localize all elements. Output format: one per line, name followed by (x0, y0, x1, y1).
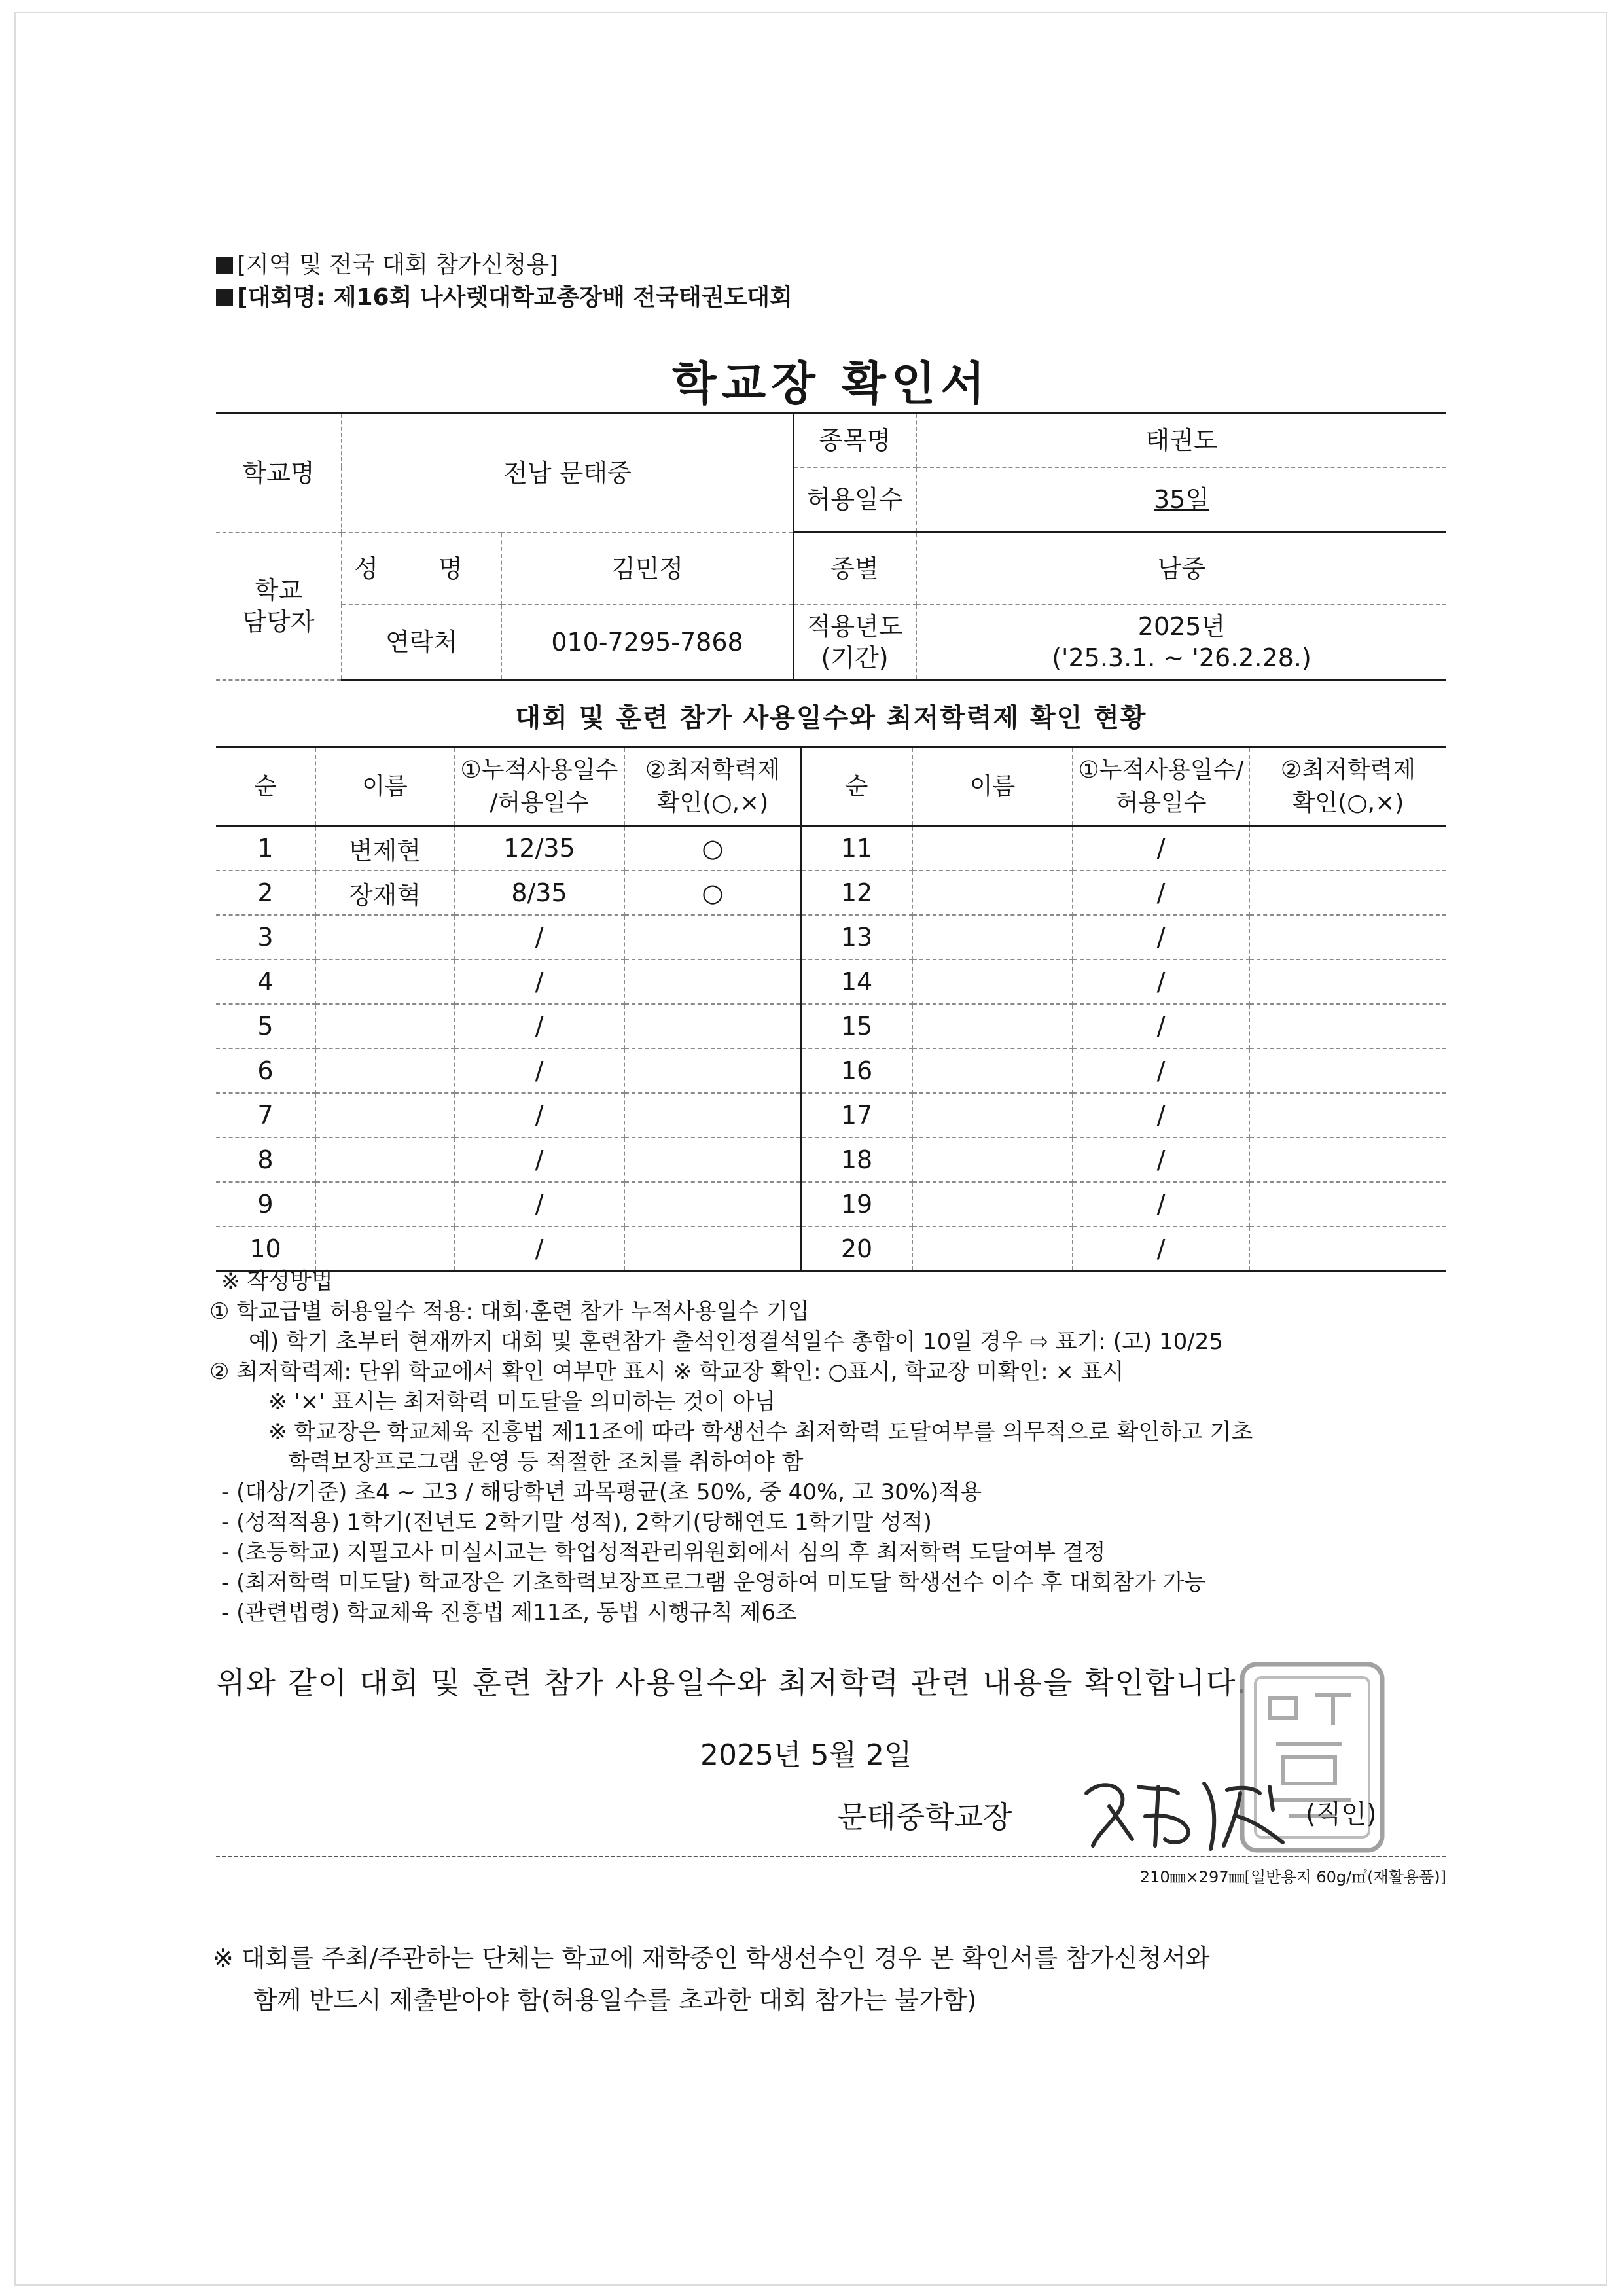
row-no: 3 (216, 915, 315, 960)
row-days: / (454, 1004, 624, 1049)
table-row (216, 1182, 1446, 1227)
allowed-days-value: 35일 (1153, 485, 1210, 514)
row-name (912, 1004, 1073, 1049)
note-item: ② 최저학력제: 단위 학교에서 확인 여부만 표시 ※ 학교장 확인: ○표시, 학교장 미확인: × 표시 (209, 1359, 1124, 1385)
principal-signature (1073, 1767, 1296, 1859)
row-days: / (1073, 1138, 1249, 1182)
note-item: ※ 학교장은 학교체육 진흥법 제11조에 따라 학생선수 최저학력 도달여부를 의무적으로 확인하고 기초 (268, 1419, 1253, 1445)
row-days: / (1073, 915, 1249, 960)
table-row (216, 1004, 1446, 1049)
row-no: 5 (216, 1004, 315, 1049)
note-item: - (성적적용) 1학기(전년도 2학기말 성적), 2학기(당해연도 1학기말 성적) (221, 1509, 932, 1535)
row-check (1249, 826, 1446, 870)
row-check (624, 1227, 801, 1272)
year-label-line2: (기간) (821, 643, 889, 672)
note-item: - (대상/기준) 초4 ~ 고3 / 해당학년 과목평균(초 50%, 중 40%, 고 30%)적용 (221, 1479, 982, 1505)
row-name (315, 1138, 454, 1182)
row-no: 7 (216, 1093, 315, 1138)
row-no: 12 (801, 870, 912, 915)
row-name: 장재혁 (315, 870, 454, 915)
header-name: 이름 (315, 747, 454, 827)
row-days: / (1073, 1227, 1249, 1272)
header-min-academic-right (1249, 747, 1446, 827)
row-days: / (454, 960, 624, 1004)
header-competition-line (216, 281, 1446, 314)
header-usage-text: [지역 및 전국 대회 참가신청용] (237, 251, 559, 278)
year-label (793, 605, 916, 680)
row-days: 12/35 (454, 826, 624, 870)
header-name-right: 이름 (912, 747, 1073, 827)
category-label: 종별 (793, 533, 916, 605)
official-seal-label: (직인) (1306, 1799, 1377, 1829)
row-days: / (1073, 1049, 1249, 1093)
name-value: 김민정 (501, 533, 793, 605)
year-value: 2025년 (1137, 611, 1226, 641)
row-name (912, 1182, 1073, 1227)
note-item: 학력보장프로그램 운영 등 적절한 조치를 취하여야 함 (288, 1449, 804, 1475)
square-bullet-icon (216, 289, 233, 306)
document-header (216, 249, 1446, 314)
table-row (216, 915, 1446, 960)
row-days: / (454, 1093, 624, 1138)
school-name-label: 학교명 (216, 414, 342, 533)
row-days: / (1073, 1093, 1249, 1138)
table-row (216, 1049, 1446, 1093)
note-item: - (최저학력 미도달) 학교장은 기초학력보장프로그램 운영하여 미도달 학생선수 이수 후 대회참가 가능 (221, 1570, 1206, 1596)
row-check (624, 1004, 801, 1049)
row-name (912, 1138, 1073, 1182)
row-name (912, 960, 1073, 1004)
row-name (315, 1182, 454, 1227)
name-label (342, 533, 501, 605)
row-no: 2 (216, 870, 315, 915)
header-no: 순 (216, 747, 315, 827)
row-days: / (454, 915, 624, 960)
row-check (1249, 1182, 1446, 1227)
row-check (624, 1049, 801, 1093)
event-value: 태권도 (916, 414, 1446, 467)
table-row (216, 1138, 1446, 1182)
row-name (912, 1227, 1073, 1272)
row-no: 18 (801, 1138, 912, 1182)
table-row (216, 1227, 1446, 1272)
issue-date: 2025년 5월 2일 (700, 1738, 912, 1772)
row-check (1249, 1138, 1446, 1182)
row-no: 9 (216, 1182, 315, 1227)
row-days: / (1073, 870, 1249, 915)
header-cumulative-line1: ①누적사용일수 (460, 757, 618, 783)
row-name (912, 826, 1073, 870)
note-item: 예) 학기 초부터 현재까지 대회 및 훈련참가 출석인정결석일수 총합이 10일 경우 ⇨ 표기: (고) 10/25 (249, 1329, 1223, 1355)
row-no: 13 (801, 915, 912, 960)
row-name (315, 1049, 454, 1093)
row-check (1249, 1227, 1446, 1272)
row-name (315, 1227, 454, 1272)
header-no-right: 순 (801, 747, 912, 827)
paper-size-note: 210㎜×297㎜[일반용지 60g/㎡(재활용품)] (1139, 1868, 1446, 1886)
section-title: 대회 및 훈련 참가 사용일수와 최저학력제 확인 현황 (515, 703, 1147, 733)
header-cumulative (454, 747, 624, 827)
contact-label: 연락처 (342, 605, 501, 680)
submission-notice (213, 1937, 1456, 2021)
header-min-academic (624, 747, 801, 827)
row-no: 17 (801, 1093, 912, 1138)
row-name (912, 1049, 1073, 1093)
row-name (912, 870, 1073, 915)
row-no: 8 (216, 1138, 315, 1182)
row-no: 20 (801, 1227, 912, 1272)
row-name (315, 1093, 454, 1138)
manager-label-line2: 담당자 (242, 607, 315, 636)
writing-instructions (209, 1266, 1453, 1628)
row-check (624, 915, 801, 960)
row-no: 1 (216, 826, 315, 870)
name-label-text: 성 명 (354, 554, 489, 583)
header-min-academic-line1: ②최저학력제 (645, 757, 781, 783)
row-check (624, 1138, 801, 1182)
confirmation-statement: 위와 같이 대회 및 훈련 참가 사용일수와 최저학력 관련 내용을 확인합니다. (216, 1665, 1247, 1700)
row-check (1249, 1004, 1446, 1049)
row-check (624, 1182, 801, 1227)
row-no: 16 (801, 1049, 912, 1093)
category-value: 남중 (916, 533, 1446, 605)
header-competition-text: [대회명: 제16회 나사렛대학교총장배 전국태권도대회 (237, 284, 793, 311)
header-cumulative-line2: /허용일수 (490, 789, 589, 816)
allowed-days-label: 허용일수 (793, 467, 916, 533)
notice-line-2: 함께 반드시 제출받아야 함(허용일수를 초과한 대회 참가는 불가함) (253, 1986, 977, 2015)
document-body (209, 249, 1446, 2015)
row-check: ○ (624, 870, 801, 915)
notes-heading: ※ 작성방법 (221, 1268, 333, 1295)
row-no: 19 (801, 1182, 912, 1227)
table-row (216, 826, 1446, 870)
row-check: ○ (624, 826, 801, 870)
square-bullet-icon (216, 257, 233, 274)
row-check (624, 960, 801, 1004)
row-check (1249, 915, 1446, 960)
table-row (216, 870, 1446, 915)
table-row (216, 960, 1446, 1004)
header-min-academic-line2: 확인(○,×) (656, 789, 769, 816)
row-days: / (454, 1182, 624, 1227)
row-name (315, 960, 454, 1004)
manager-label-line1: 학교 (254, 576, 303, 605)
row-no: 6 (216, 1049, 315, 1093)
row-no: 10 (216, 1227, 315, 1272)
row-days: / (1073, 826, 1249, 870)
note-item: - (초등학교) 지필고사 미실시교는 학업성적관리위원회에서 심의 후 최저학력 도달여부 결정 (221, 1539, 1106, 1566)
row-check (624, 1093, 801, 1138)
note-item: - (관련법령) 학교체육 진흥법 제11조, 동법 시행규칙 제6조 (221, 1600, 797, 1626)
row-days: / (454, 1138, 624, 1182)
row-check (1249, 1093, 1446, 1138)
row-days: / (1073, 1182, 1249, 1227)
allowed-days-cell (916, 467, 1446, 533)
row-days: / (1073, 1004, 1249, 1049)
principal-name: 문태중학교장 (838, 1799, 1012, 1835)
school-name-value: 전남 문태중 (342, 414, 793, 533)
bottom-divider (216, 1856, 1446, 1857)
header-min-academic-right-line1: ②최저학력제 (1280, 757, 1416, 783)
notice-line-1: ※ 대회를 주최/주관하는 단체는 학교에 재학중인 학생선수인 경우 본 확인서를 참가신청서와 (213, 1944, 1210, 1973)
note-item: ※ '×' 표시는 최저학력 미도달을 의미하는 것이 아님 (268, 1389, 776, 1415)
note-item: ① 학교급별 허용일수 적용: 대회·훈련 참가 누적사용일수 기입 (209, 1299, 810, 1325)
year-label-line1: 적용년도 (806, 611, 903, 641)
header-cumulative-right (1073, 747, 1249, 827)
row-name: 변제현 (315, 826, 454, 870)
row-no: 4 (216, 960, 315, 1004)
row-days: / (1073, 960, 1249, 1004)
table-row (216, 1093, 1446, 1138)
row-name (315, 1004, 454, 1049)
header-min-academic-right-line2: 확인(○,×) (1292, 789, 1404, 816)
header-cumulative-right-line1: ①누적사용일수/ (1078, 757, 1244, 783)
row-name (315, 915, 454, 960)
event-label: 종목명 (793, 414, 916, 467)
row-check (1249, 1049, 1446, 1093)
row-name (912, 1093, 1073, 1138)
page-title: 학교장 확인서 (671, 357, 991, 410)
row-no: 11 (801, 826, 912, 870)
row-days: 8/35 (454, 870, 624, 915)
manager-label (216, 533, 342, 680)
row-name (912, 915, 1073, 960)
row-days: / (454, 1227, 624, 1272)
header-cumulative-right-line2: 허용일수 (1115, 789, 1207, 816)
row-no: 15 (801, 1004, 912, 1049)
row-check (1249, 960, 1446, 1004)
header-usage-line (216, 249, 1446, 281)
school-info-table (216, 412, 1446, 681)
participation-table (216, 746, 1446, 1272)
row-no: 14 (801, 960, 912, 1004)
year-value-cell (916, 605, 1446, 680)
period-value: ('25.3.1. ~ '26.2.28.) (1052, 643, 1311, 672)
contact-value: 010-7295-7868 (501, 605, 793, 680)
row-check (1249, 870, 1446, 915)
row-days: / (454, 1049, 624, 1093)
